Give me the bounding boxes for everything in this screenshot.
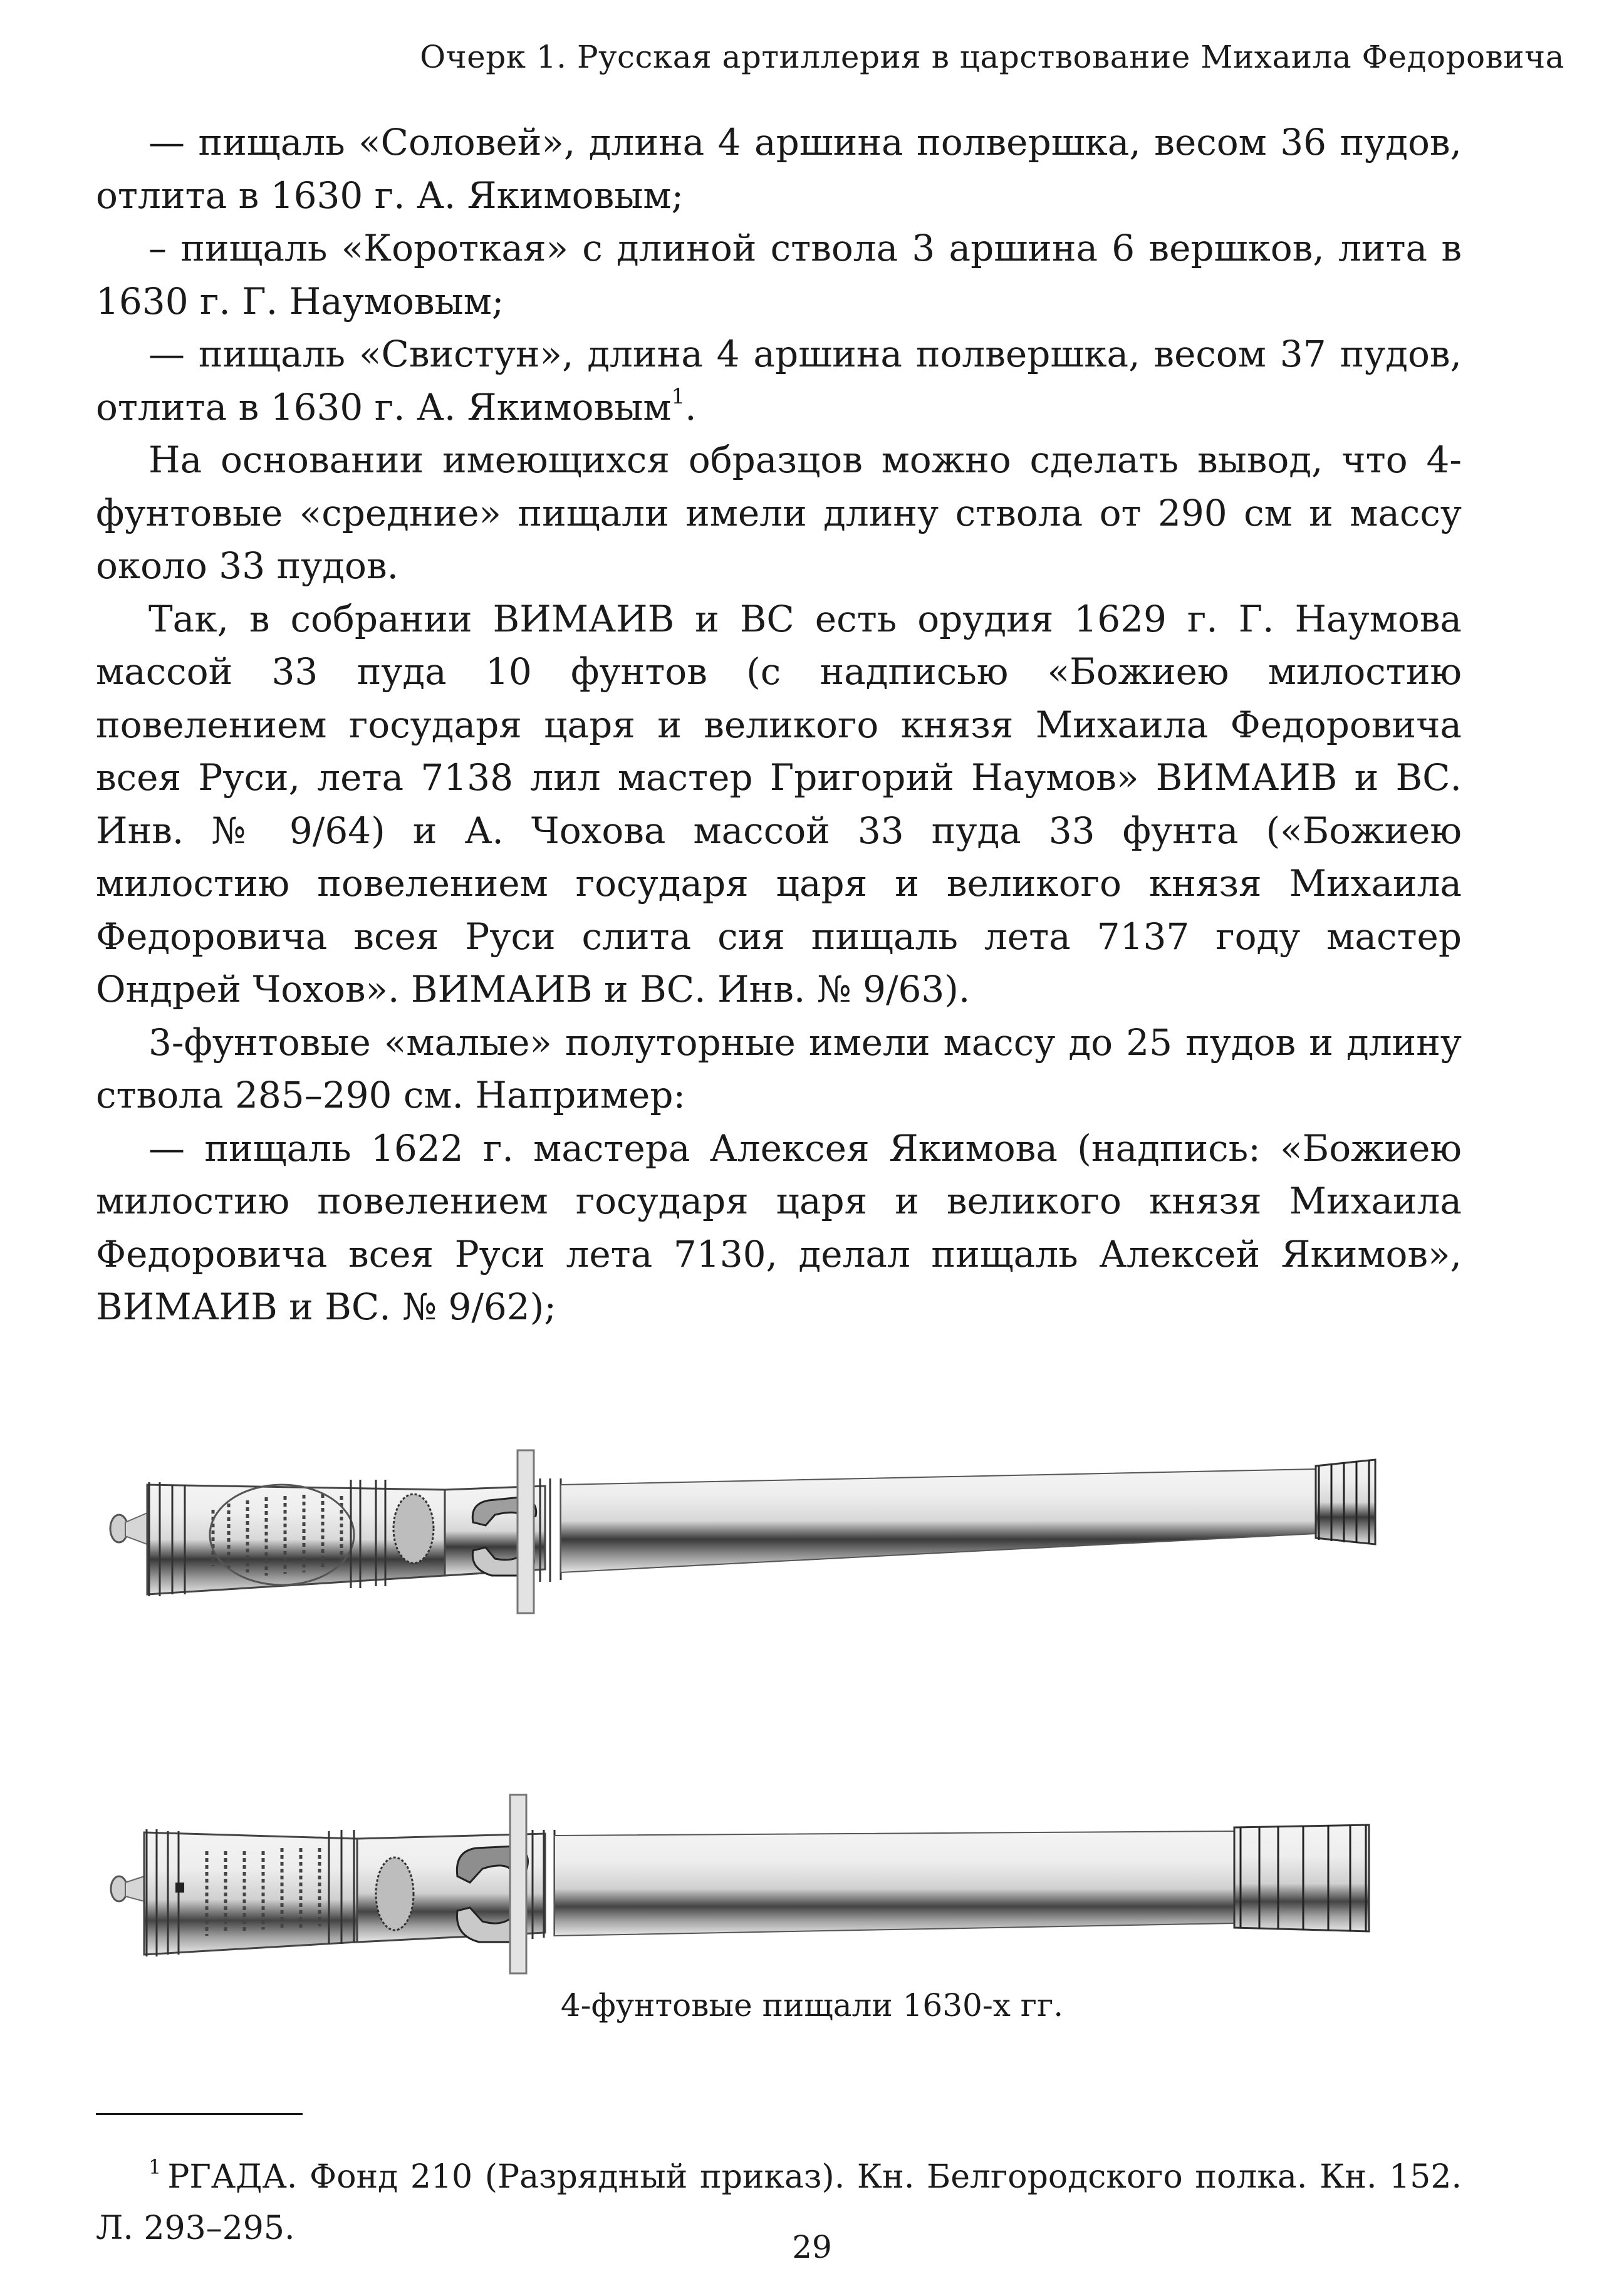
cascabel-neck [125,1513,147,1544]
barrel-chase [554,1831,1234,1936]
footnote-reference[interactable]: 1 [671,383,685,409]
trunnion [510,1795,526,1973]
vent-mark [175,1883,184,1893]
paragraph-2: – пищаль «Короткая» с длиной ствола 3 аршина 6 вершков, лита в 1630 г. Г. Наумовым; [96,227,1462,323]
paragraph-7: — пищаль 1622 г. мастера Алексея Якимова (надпись: «Божиею милостию повелением государя царя и великого князя Михаила Федоровича всея Руси лета 7130, делал пищаль Алексей Якимов», ВИМАИВ и ВС. № 9/62); [96,1126,1462,1328]
paragraph-3-tail: . [685,385,697,429]
coat-of-arms [376,1857,414,1930]
cannon-illustration-2 [94,1789,1472,1977]
cascabel-neck [125,1876,144,1901]
paragraph-3 [96,328,1462,434]
footnote-text: РГАДА. Фонд 210 (Разрядный приказ). Кн. Белгородского полка. Кн. 152. Л. 293–295. [96,2158,1462,2247]
paragraph-1: — пищаль «Соловей», длина 4 аршина полвершка, весом 36 пудов, отлита в 1630 г. А. Якимовым; [96,121,1462,217]
muzzle [1234,1825,1369,1931]
paragraph-4: На основании имеющихся образцов можно сделать вывод, что 4-фунтовые «средние» пищали имели длину ствола от 290 см и массу около 33 пудов. [96,439,1462,587]
footnote-mark: 1 [148,2155,162,2179]
body-text [96,116,1462,1334]
paragraph-3-text: — пищаль «Свистун», длина 4 аршина полвершка, весом 37 пудов, отлита в 1630 г. А. Якимовым [96,333,1462,429]
running-head: Очерк 1. Русская артиллерия в царствование Михаила Федоровича [420,39,1564,75]
breech [144,1832,357,1955]
paragraph-6: 3-фунтовые «малые» полуторные имели массу до 25 пудов и длину ствола 285–290 см. Например: [96,1021,1462,1116]
paragraph-5: Так, в собрании ВИМАИВ и ВС есть орудия 1629 г. Г. Наумова массой 33 пуда 10 фунтов (с надписью «Божиею милостию повелением государя царя и великого князя Михаила Федоровича всея Руси, лета 7138 лил мастер Григорий Наумов» ВИМАИВ и ВС. Инв. № 9/64) и А. Чохова массой 33 пуда 33 фунта («Божиею милостию повелением государя царя и великого князя Михаила Федоровича всея Руси слита сия пищаль лета 7137 году мастер Ондрей Чохов». ВИМАИВ и ВС. Инв. № 9/63). [96,597,1462,1010]
footnote-divider [96,2113,303,2115]
barrel-chase [561,1469,1316,1572]
page-number: 29 [792,2229,832,2265]
muzzle [1316,1460,1375,1544]
cannon-drawing-1 [94,1441,1472,1623]
figure-caption: 4-фунтовые пищали 1630-х гг. [560,1987,1064,2023]
coat-of-arms [393,1494,434,1563]
trunnion [518,1450,534,1613]
cannon-drawing-2 [94,1789,1472,1977]
cannon-illustration-1 [94,1441,1472,1623]
